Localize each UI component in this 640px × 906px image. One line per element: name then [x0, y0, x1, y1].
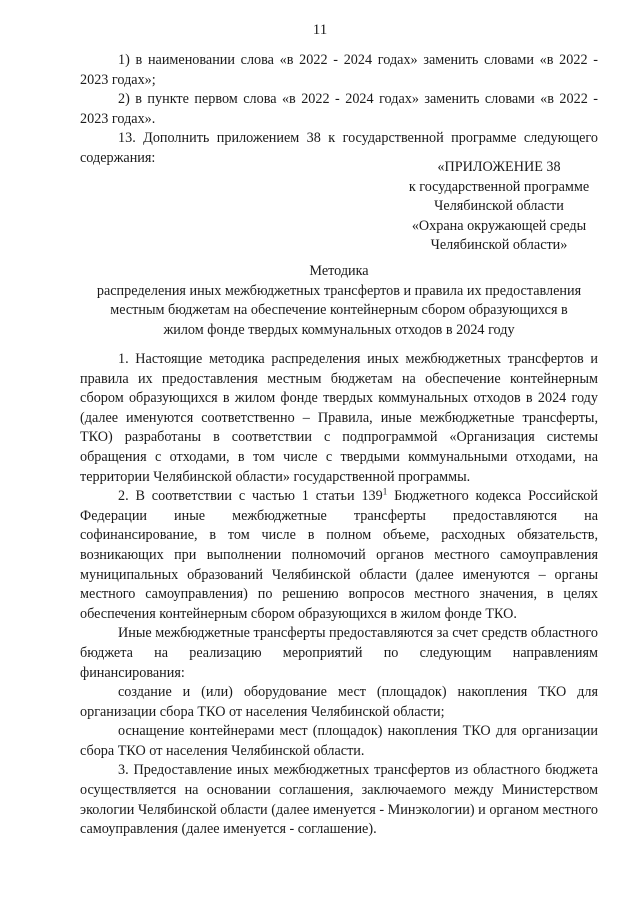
title-heading: Методика — [309, 263, 369, 279]
appendix-header — [390, 158, 608, 256]
title-line: распределения иных межбюджетных трансфертов и правила их предоставления — [96, 282, 582, 299]
page-number: 11 — [312, 22, 328, 38]
paragraph-1: 1. Настоящие методика распределения иных межбюджетных трансфертов и правила их предоставления местным бюджетам на обеспечение контейнерным сбором образующихся в жилом фонде твердых коммунальных отходов в 2024 году (далее именуются соответственно – Правила, иные межбюджетные трансферты, ТКО) разработаны в соответствии с подпрограммой «Организация системы обращения с отходами, в том числе с твердыми коммунальными отходами, на территории Челябинской области» государственной программы. — [80, 351, 598, 485]
amendment-items — [80, 51, 598, 169]
appendix-line: «ПРИЛОЖЕНИЕ 38 — [437, 159, 561, 175]
appendix-line: Челябинской области — [434, 198, 564, 215]
paragraph-2-start: 2. В соответствии с частью 1 статьи 139 — [118, 488, 383, 505]
amendment-item-2: 2) в пункте первом слова «в 2022 - 2024 годах» заменить словами «в 2022 - 2023 годах». — [80, 91, 598, 127]
amendment-item-1: 1) в наименовании слова «в 2022 - 2024 годах» заменить словами «в 2022 - 2023 годах»; — [80, 52, 598, 88]
paragraph-3: Иные межбюджетные трансферты предоставляются за счет средств областного бюджета на реализацию мероприятий по следующим направлениям финансирования: — [80, 625, 598, 681]
appendix-line: «Охрана окружающей среды — [411, 217, 587, 234]
article-superscript: 1 — [382, 486, 388, 497]
paragraph-2 — [80, 487, 598, 624]
methodology-body — [80, 350, 598, 840]
paragraph-5: оснащение контейнерами мест (площадок) накопления ТКО для организации сбора ТКО от населения Челябинской области. — [80, 723, 598, 759]
title-line: местным бюджетам на обеспечение контейнерным сбором образующихся в — [110, 302, 568, 319]
appendix-line: Челябинской области» — [430, 237, 568, 254]
title-line: жилом фонде твердых коммунальных отходов в 2024 году — [163, 321, 515, 338]
amendment-item-13: 13. Дополнить приложением 38 к государственной программе следующего содержания: — [80, 130, 598, 166]
paragraph-4: создание и (или) оборудование мест (площадок) накопления ТКО для организации сбора ТКО от населения Челябинской области; — [80, 684, 598, 720]
document-title — [76, 262, 602, 340]
appendix-line: к государственной программе — [408, 178, 590, 195]
paragraph-6: 3. Предоставление иных межбюджетных трансфертов из областного бюджета осуществляется на основании соглашения, заключаемого между Министерством экологии Челябинской области (далее именуется - Минэкологии) и органом местного самоуправления (далее именуется - соглашение). — [80, 762, 598, 838]
paragraph-2-rest: Бюджетного кодекса Российской Федерации иные межбюджетные трансферты предоставляются на софинансирование, в том числе в полном объеме, расходных обязательств, возникающих при выполнении полномочий органов местного самоуправления муниципальных образований Челябинской области (далее именуются – органы местного самоуправления) по решению вопросов местного значения, в целях обеспечения контейнерным сбором образующихся в жилом фонде ТКО. — [80, 488, 598, 622]
